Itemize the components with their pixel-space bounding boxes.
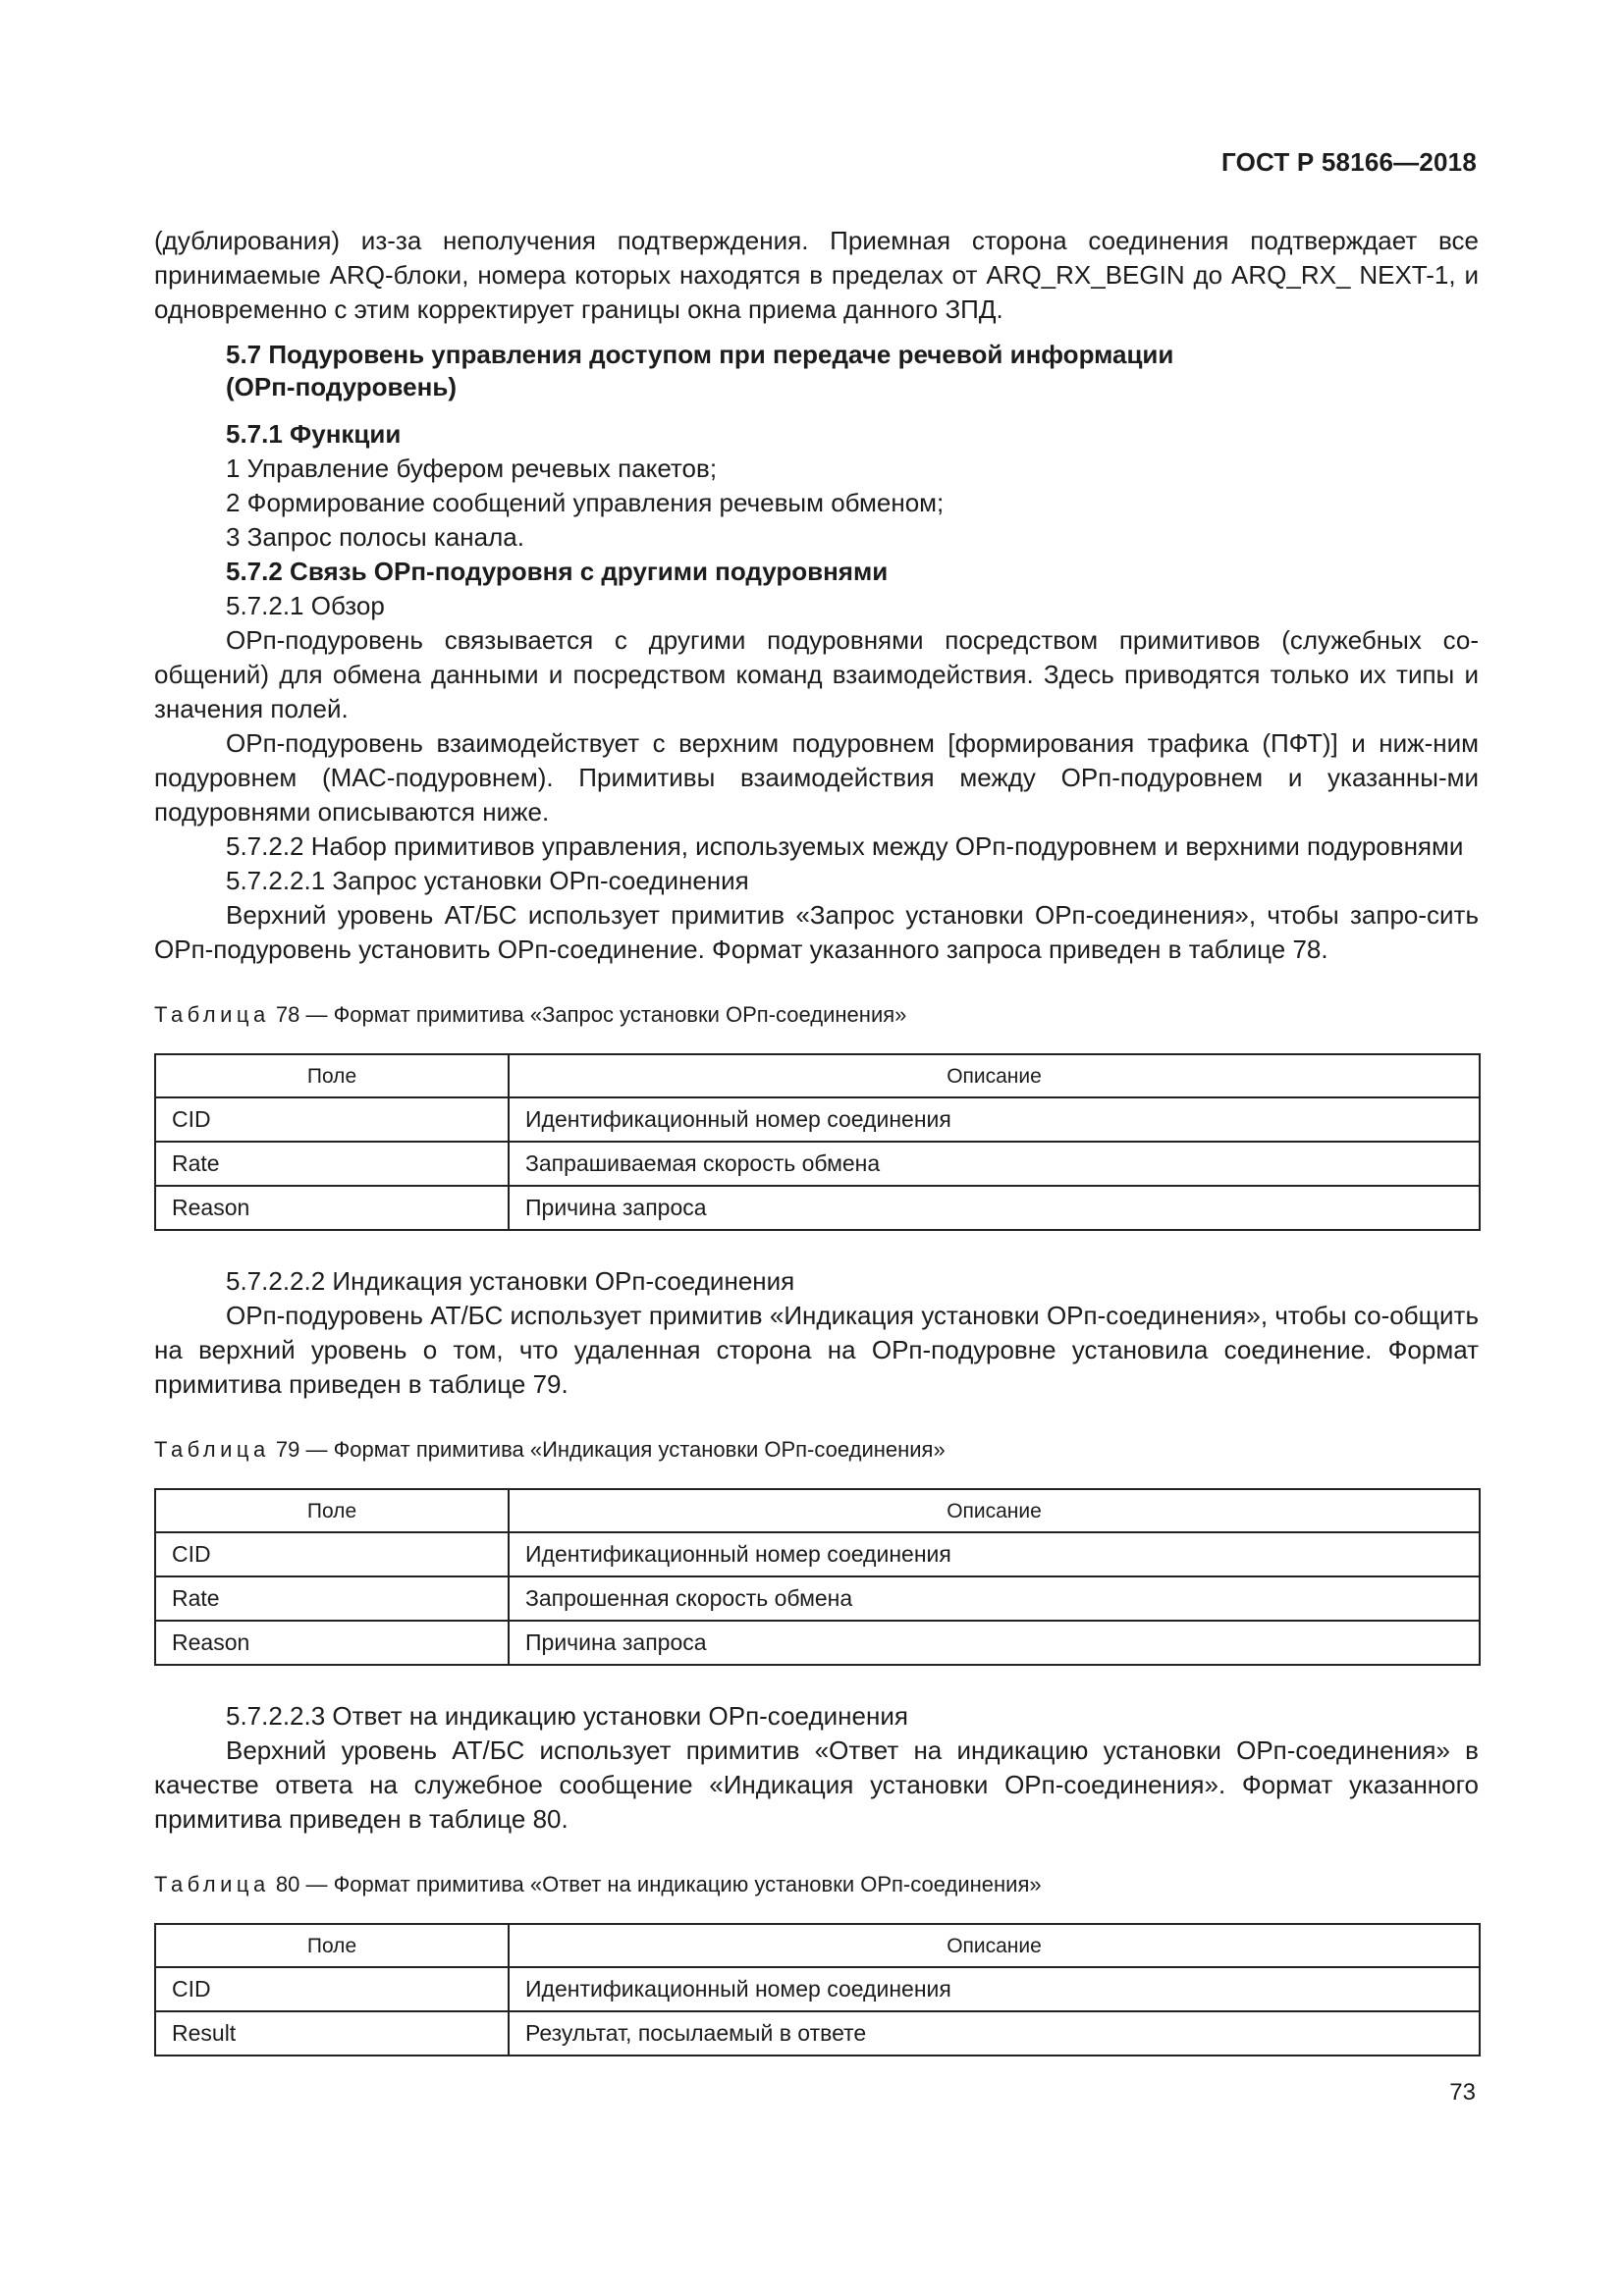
table-80: [154, 1923, 1481, 2056]
header-cell-field: Поле: [155, 1054, 509, 1097]
field-cell: CID: [155, 1532, 509, 1576]
description-cell: Запрошенная скорость обмена: [509, 1576, 1480, 1621]
intro-paragraph: [154, 224, 1479, 327]
description-cell: Идентификационный номер соединения: [509, 1532, 1480, 1576]
standard-code: ГОСТ Р 58166—2018: [1221, 147, 1477, 177]
field-cell: Result: [155, 2011, 509, 2056]
field-cell: Reason: [155, 1621, 509, 1665]
table-78: [154, 1053, 1481, 1231]
table-78-caption: [154, 1000, 1479, 1030]
description-cell: Идентификационный номер соединения: [509, 1967, 1480, 2011]
table-row: [155, 1576, 1480, 1621]
page-number: 73: [1449, 2079, 1476, 2106]
intro-line: принимаемые ARQ-блоки, номера которых находятся в пределах от ARQ_RX_BEGIN до ARQ_RX_: [154, 260, 1351, 290]
section-5-7-2-heading: 5.7.2 Связь ОРп-подуровня с другими подуровнями: [226, 557, 889, 586]
field-cell: Rate: [155, 1142, 509, 1186]
table-label: Таблица: [154, 1437, 270, 1462]
header-cell-field: Поле: [155, 1489, 509, 1532]
table-header-row: [155, 1054, 1480, 1097]
overview-paragraph-2: ОРп-подуровень взаимодействует с верхним подуровнем [формирования трафика (ПФТ)] и ниж-ним подуровнем (МАС-подуровнем). Примитивы взаимодействия между ОРп-подуровнем и указанны-ми подуровнями описываются ниже.: [154, 728, 1479, 827]
section-5-7-2-2-3-paragraph: Верхний уровень АТ/БС использует примитив «Ответ на индикацию установки ОРп-соединения» в качестве ответа на служебное сообщение «Индикация установки ОРп-соединения». Формат указанного примитива приведен в таблице 80.: [154, 1735, 1479, 1834]
page-content: [154, 224, 1479, 2056]
table-header-row: [155, 1924, 1480, 1967]
section-5-7-2-2-3-title: 5.7.2.2.3 Ответ на индикацию установки ОРп-соединения: [226, 1701, 908, 1731]
section-5-7-2-2-2-paragraph: ОРп-подуровень АТ/БС использует примитив «Индикация установки ОРп-соединения», чтобы со-общить на верхний уровень о том, что удаленная сторона на ОРп-подуровне установила соединение. Формат примитива приведен в таблице 79.: [154, 1301, 1479, 1399]
overview-paragraph-1: ОРп-подуровень связывается с другими подуровнями посредством примитивов (служебных со-общений) для обмена данными и посредством команд взаимодействия. Здесь приводятся только их типы и значения полей.: [154, 625, 1479, 723]
header-cell-description: Описание: [509, 1489, 1480, 1532]
table-80-caption: [154, 1870, 1479, 1899]
header-cell-description: Описание: [509, 1924, 1480, 1967]
section-5-7-2-2-title: 5.7.2.2 Набор примитивов управления, используемых между ОРп-подуровнем и верхними подуровнями: [226, 831, 1464, 861]
table-79: [154, 1488, 1481, 1666]
description-cell: Запрашиваемая скорость обмена: [509, 1142, 1480, 1186]
intro-line: (дублирования) из-за неполучения подтверждения. Приемная сторона соединения подтверждает все: [154, 226, 1479, 255]
header-cell-description: Описание: [509, 1054, 1480, 1097]
section-5-7-2-1-title: 5.7.2.1 Обзор: [226, 591, 385, 620]
intro-line: NEXT-1, и одновременно с этим корректирует границы окна приема данного ЗПД.: [154, 260, 1479, 324]
table-header-row: [155, 1489, 1480, 1532]
description-cell: Результат, посылаемый в ответе: [509, 2011, 1480, 2056]
table-79-caption-text: 79 — Формат примитива «Индикация установки ОРп-соединения»: [275, 1437, 946, 1462]
table-row: [155, 1532, 1480, 1576]
table-label: Таблица: [154, 1002, 270, 1027]
section-5-7-title-line2: (ОРп-подуровень): [226, 372, 457, 401]
description-cell: Причина запроса: [509, 1186, 1480, 1230]
description-cell: Причина запроса: [509, 1621, 1480, 1665]
table-row: [155, 2011, 1480, 2056]
header-cell-field: Поле: [155, 1924, 509, 1967]
section-5-7-title-line1: 5.7 Подуровень управления доступом при передаче речевой информации: [226, 340, 1174, 369]
field-cell: Rate: [155, 1576, 509, 1621]
section-5-7-2-2-2-title: 5.7.2.2.2 Индикация установки ОРп-соединения: [226, 1266, 795, 1296]
table-row: [155, 1097, 1480, 1142]
field-cell: CID: [155, 1967, 509, 2011]
field-cell: CID: [155, 1097, 509, 1142]
table-row: [155, 1186, 1480, 1230]
section-5-7-2-2-1-title: 5.7.2.2.1 Запрос установки ОРп-соединения: [226, 866, 749, 895]
section-5-7-heading: [154, 339, 1479, 403]
table-row: [155, 1142, 1480, 1186]
function-item-1: 1 Управление буфером речевых пакетов;: [226, 454, 718, 483]
field-cell: Reason: [155, 1186, 509, 1230]
section-5-7-1-heading: 5.7.1 Функции: [226, 419, 402, 449]
table-80-caption-text: 80 — Формат примитива «Ответ на индикацию установки ОРп-соединения»: [275, 1872, 1042, 1896]
table-row: [155, 1621, 1480, 1665]
function-item-3: 3 Запрос полосы канала.: [226, 522, 524, 552]
function-item-2: 2 Формирование сообщений управления речевым обменом;: [226, 488, 945, 517]
table-label: Таблица: [154, 1872, 270, 1896]
table-78-caption-text: 78 — Формат примитива «Запрос установки ОРп-соединения»: [275, 1002, 907, 1027]
section-5-7-2-2-1-paragraph: Верхний уровень АТ/БС использует примитив «Запрос установки ОРп-соединения», чтобы запро-сить ОРп-подуровень установить ОРп-соединение. Формат указанного запроса приведен в таблице 78.: [154, 900, 1479, 964]
table-79-caption: [154, 1435, 1479, 1465]
table-row: [155, 1967, 1480, 2011]
description-cell: Идентификационный номер соединения: [509, 1097, 1480, 1142]
